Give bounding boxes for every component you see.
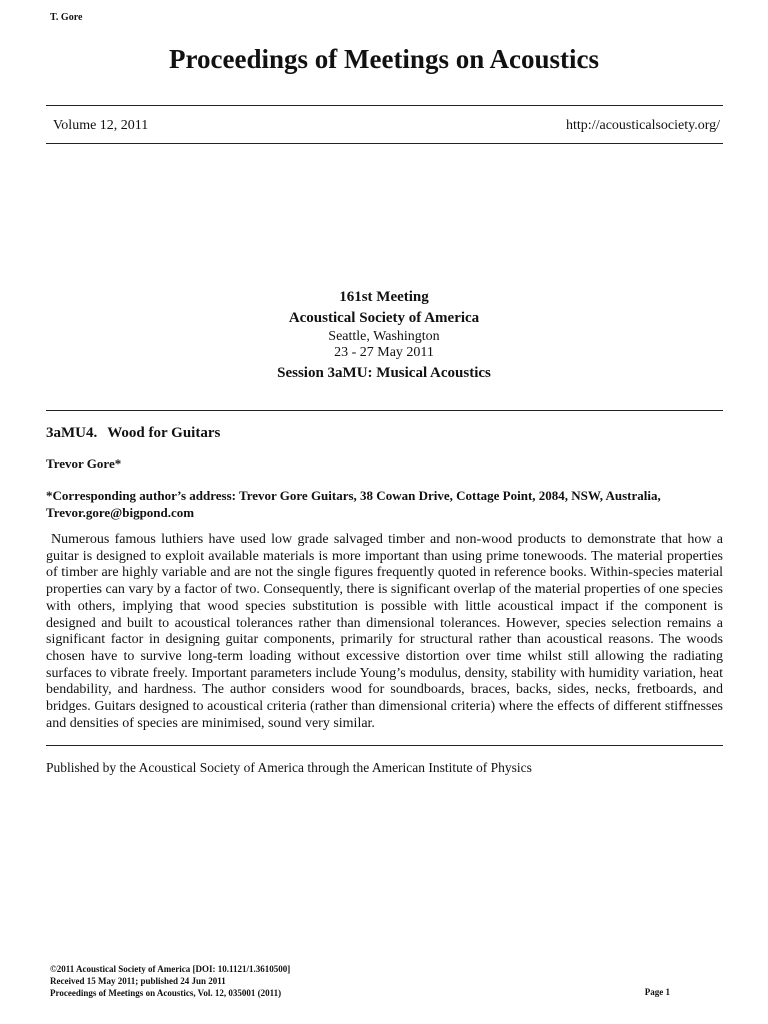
publisher-statement: Published by the Acoustical Society of America through the American Institute of Physics: [46, 760, 532, 775]
running-head: T. Gore: [50, 12, 83, 23]
volume-info: Volume 12, 2011: [53, 118, 149, 133]
meeting-location: Seattle, Washington: [328, 329, 440, 344]
header-bottom-rule: [46, 143, 723, 144]
corresponding-address: *Corresponding author’s address: Trevor Gore Guitars, 38 Cowan Drive, Cottage Point, 2084, NSW, Australia, Trevor.gore@bigpond.com: [46, 488, 661, 520]
page-number: Page 1: [644, 987, 670, 997]
abstract-text: Numerous famous luthiers have used low grade salvaged timber and non-wood products to demonstrate that how a guitar is designed to exploit available materials is more important than using prime tonewoods. The material properties of timber are highly variable and are not the single figures frequently quoted in reference books. Within-species material properties can vary by a factor of two. Consequently, there is significant overlap of the material properties of one species with others, implying that wood species substitution is possible with little acoustical impact if the component is designed and built to acoustical tolerances rather than dimensional tolerances. However, species selection remains a significant factor in designing guitar components, primarily for structural rather than acoustical reasons. The woods chosen have to survive long-term loading without excessive distortion over time whilst still allowing the radiating surfaces to vibrate freely. Important parameters include Young’s modulus, density, stability with humidity variation, heat bendability, and hardness. The author considers wood for soundboards, braces, backs, sides, necks, fretboards, and bridges. Guitars designed to acoustical criteria (rather than dimensional criteria) where the effects of different stiffnesses and densities of species are minimised, sound very similar.: [46, 532, 723, 731]
session-rule: [46, 410, 723, 411]
journal-title: Proceedings of Meetings on Acoustics: [169, 44, 599, 74]
paper-heading: [46, 425, 220, 442]
abstract-rule: [46, 745, 723, 746]
footer: [50, 963, 290, 999]
meeting-dates: 23 - 27 May 2011: [334, 345, 434, 360]
header-top-rule: [46, 105, 723, 106]
paper-author: Trevor Gore*: [46, 456, 122, 471]
paper-code: 3aMU4.: [46, 425, 98, 441]
journal-url: http://acousticalsociety.org/: [566, 118, 720, 133]
meeting-society: Acoustical Society of America: [288, 310, 480, 326]
footer-received: Received 15 May 2011; published 24 Jun 2011: [50, 976, 226, 986]
footer-copyright: ©2011 Acoustical Society of America [DOI: 10.1121/1.3610500]: [50, 964, 291, 974]
footer-citation: Proceedings of Meetings on Acoustics, Vol. 12, 035001 (2011): [50, 988, 282, 998]
session-title: Session 3aMU: Musical Acoustics: [277, 365, 491, 381]
paper-title: Wood for Guitars: [107, 425, 221, 441]
meeting-number: 161st Meeting: [339, 289, 429, 305]
